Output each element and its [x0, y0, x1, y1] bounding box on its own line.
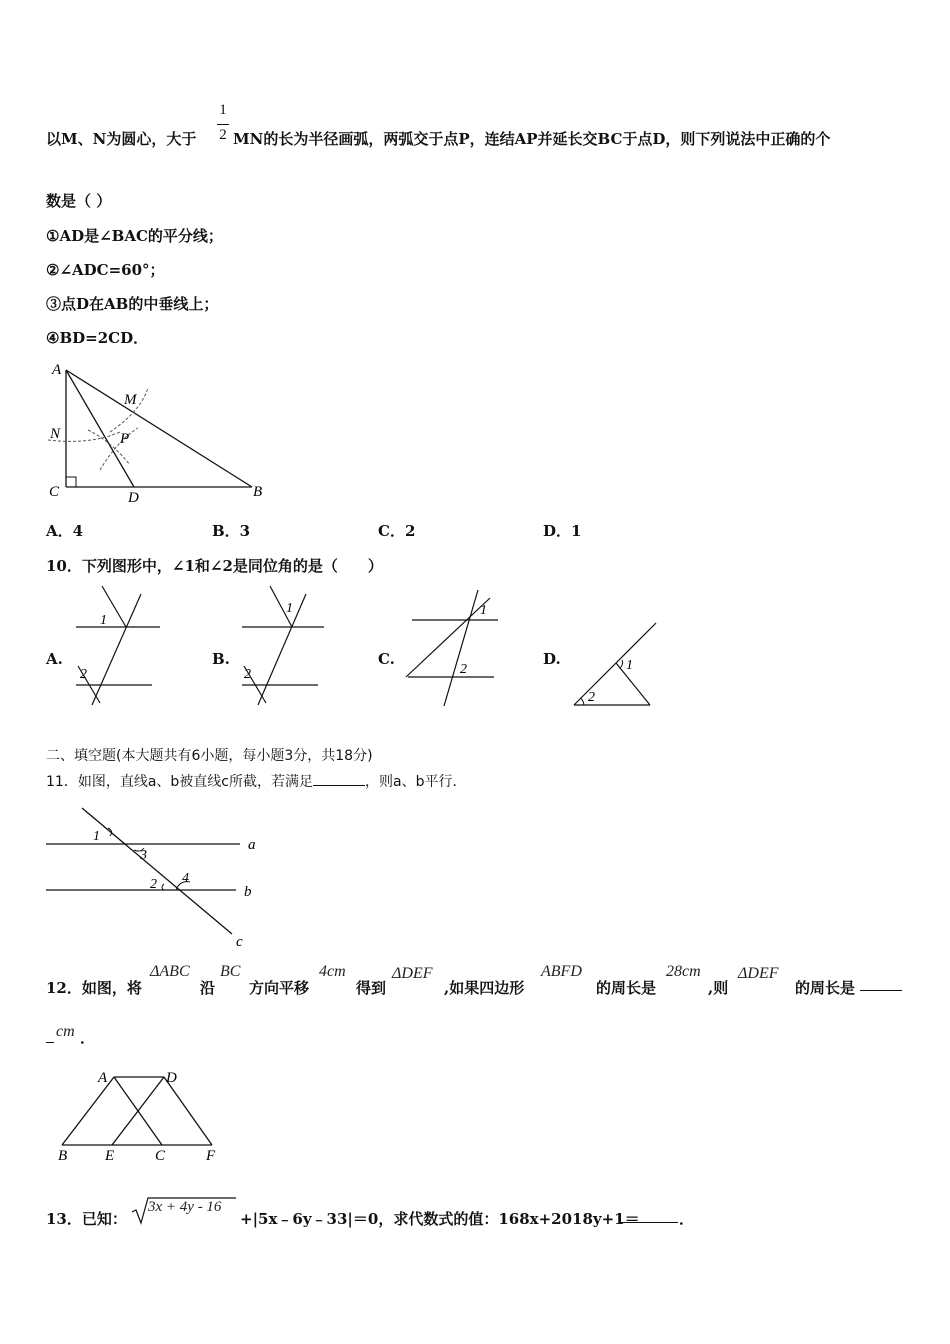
q9-option-c: C．2: [378, 522, 416, 540]
q10-stem: 10．下列图形中，∠1和∠2是同位角的是（ ）: [46, 557, 383, 575]
label-N: N: [50, 426, 61, 442]
label-D: D: [128, 490, 139, 506]
q11-angle-3: 3: [140, 848, 147, 863]
q10c-angle-1: 1: [480, 603, 487, 618]
q13-answer-blank[interactable]: [620, 1222, 678, 1223]
label-M: M: [124, 392, 137, 408]
q12-label-E: E: [105, 1148, 115, 1164]
label-P: P: [120, 431, 130, 447]
q10-option-a-letter: A.: [46, 650, 63, 668]
q12-t4: 得到: [356, 979, 387, 997]
q12-t8: 的周长是: [795, 979, 856, 997]
q10-option-b-letter: B.: [212, 650, 230, 668]
q13-radicand: 3x + 4y - 16: [148, 1199, 222, 1215]
q12-t1: 12．如图，将: [46, 979, 142, 997]
q12-label-D: D: [166, 1070, 177, 1086]
q9-option-a: A．4: [46, 522, 84, 540]
q12-t6: 的周长是: [596, 979, 657, 997]
q10b-angle-1: 1: [286, 601, 293, 616]
q11-line-a: a: [248, 837, 256, 853]
q12-m1: ΔABC: [150, 963, 190, 980]
q12-t7: ,则: [708, 979, 729, 997]
q9-statement-1: ①AD是∠BAC的平分线；: [46, 227, 223, 245]
q11-stem-before: 11．如图，直线a、b被直线c所截，若满足: [46, 774, 313, 790]
label-A: A: [52, 362, 62, 378]
q11-line-b: b: [244, 884, 252, 900]
fraction-denominator: 2: [219, 127, 227, 143]
q10d-angle-2: 2: [588, 690, 595, 705]
q9-line1-before: 以M、N为圆心，大于: [46, 130, 197, 148]
q12-m5: ABFD: [541, 963, 582, 980]
q10b-angle-2: 2: [244, 667, 251, 682]
label-C: C: [49, 484, 60, 500]
q9-line1-after: MN的长为半径画弧，两弧交于点P，连结AP并延长交BC于点D，则下列说法中正确的个: [233, 130, 831, 148]
q10a-angle-1: 1: [100, 613, 107, 628]
q9-option-d: D．1: [543, 522, 582, 540]
label-B: B: [253, 484, 263, 500]
fraction-numerator: 1: [219, 102, 227, 118]
q13-end: ．: [679, 1210, 695, 1228]
q13-prefix: 13．已知：: [46, 1210, 127, 1228]
q10a-angle-2: 2: [80, 667, 87, 682]
q12-t5: ,如果四边形: [444, 979, 525, 997]
q9-statement-3: ③点D在AB的中垂线上；: [46, 295, 219, 313]
q12-m7: ΔDEF: [738, 965, 779, 982]
q12-t3: 方向平移: [249, 979, 310, 997]
q11-line-c: c: [236, 934, 243, 950]
q13-suffix: +|5x﹣6y﹣33|＝0，求代数式的值：168x+2018y+1＝: [240, 1210, 640, 1228]
q9-line2: 数是（ ）: [46, 192, 112, 210]
q9-statement-2: ②∠ADC=60°；: [46, 261, 165, 279]
q9-option-b: B．3: [212, 522, 251, 540]
q12-m2: BC: [220, 963, 241, 980]
q12-t2: 沿: [200, 979, 216, 997]
section-2-title: 二、填空题(本大题共有6小题，每小题3分，共18分): [46, 748, 373, 764]
q12-label-A: A: [98, 1070, 108, 1086]
q12-m4: ΔDEF: [392, 965, 433, 982]
q11-angle-2: 2: [150, 877, 157, 892]
q10d-angle-1: 1: [626, 658, 633, 673]
q10-option-c-letter: C.: [378, 650, 395, 668]
q11-angle-1: 1: [93, 829, 100, 844]
q12-end: ．: [80, 1029, 96, 1047]
q10c-angle-2: 2: [460, 662, 467, 677]
q12-label-C: C: [155, 1148, 166, 1164]
q11-stem-after: ，则a、b平行．: [364, 774, 467, 790]
q12-label-F: F: [206, 1148, 216, 1164]
q9-statement-4: ④BD=2CD．: [46, 329, 149, 347]
q12-label-B: B: [58, 1148, 68, 1164]
q10-option-d-letter: D.: [543, 650, 561, 668]
q12-unit: cm: [56, 1023, 75, 1040]
q11-angle-4: 4: [182, 871, 189, 886]
q12-m6: 28cm: [666, 963, 701, 980]
q12-m3: 4cm: [319, 963, 346, 980]
